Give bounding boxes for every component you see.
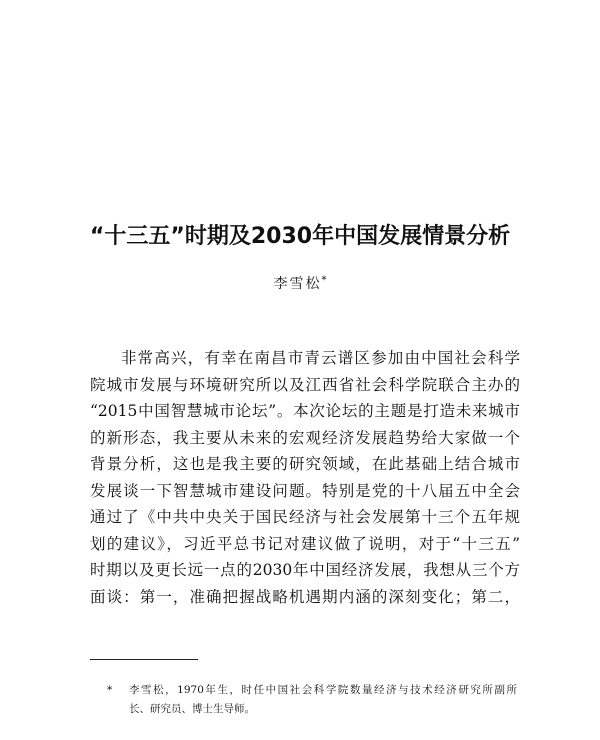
footnote-line: 长、研究员、博士生导师。 [129, 703, 255, 715]
footnote-line: 李雪松，1970年生，时任中国社会科学院数量经济与技术经济研究所副所 [129, 684, 517, 696]
footnote-mark: * [107, 684, 113, 696]
footnote-text [129, 681, 517, 719]
author-line [0, 274, 600, 294]
body-line: “2015中国智慧城市论坛”。本次论坛的主题是打造未来城市 [90, 402, 520, 420]
body-line: 通过了《中共中央关于国民经济与社会发展第十三个五年规 [90, 508, 520, 526]
article-title: “十三五”时期及2030年中国发展情景分析 [89, 224, 511, 249]
body-paragraph [90, 345, 520, 610]
author-name: 李雪松 [273, 276, 322, 292]
body-line: 划的建议》，习近平总书记对建议做了说明，对于“十三五” [90, 534, 520, 553]
footnote-divider [90, 659, 198, 660]
body-line: 时期以及更长远一点的2030年中国经济发展，我想从三个方 [90, 561, 520, 579]
body-line: 的新形态，我主要从未来的宏观经济发展趋势给大家做一个 [90, 428, 520, 447]
body-line: 非常高兴，有幸在南昌市青云谱区参加由中国社会科学 [121, 349, 520, 367]
body-line: 院城市发展与环境研究所以及江西省社会科学院联合主办的 [90, 375, 520, 394]
body-line: 面谈：第一，准确把握战略机遇期内涵的深刻变化；第二， [90, 587, 520, 606]
body-line: 发展谈一下智慧城市建设问题。特别是党的十八届五中全会 [90, 481, 520, 500]
author-footnote-mark: * [321, 275, 327, 286]
body-line: 背景分析，这也是我主要的研究领域，在此基础上结合城市 [90, 455, 520, 473]
